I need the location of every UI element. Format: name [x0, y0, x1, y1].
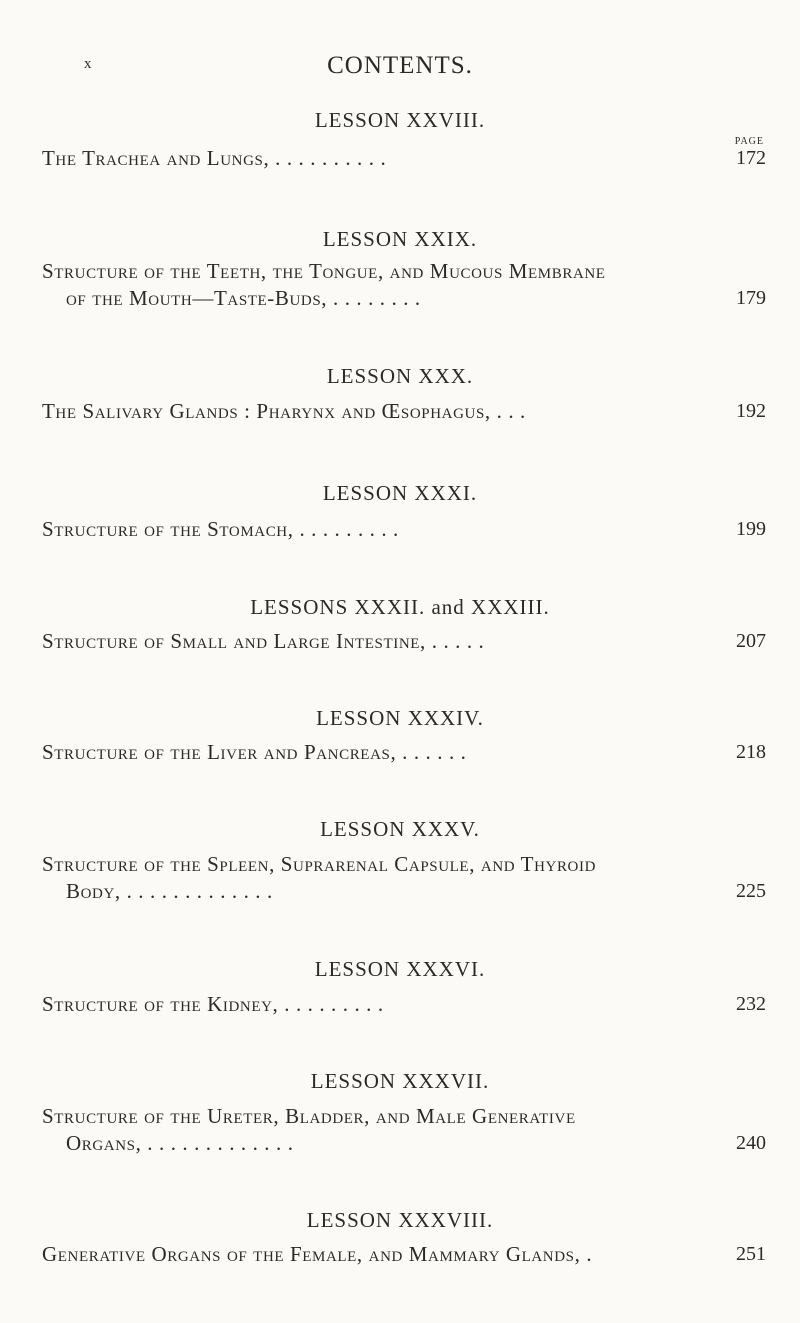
- page-number: 192: [736, 400, 766, 422]
- entry-text: Structure of the Spleen, Suprarenal Capsule, and Thyroid: [42, 852, 597, 876]
- entry-line: [42, 285, 766, 312]
- entry-text: Structure of the Ureter, Bladder, and Male Generative: [42, 1104, 576, 1128]
- entry-text: Structure of Small and Large Intestine, . . . . .: [42, 629, 485, 653]
- toc-entry: [42, 991, 766, 1018]
- toc-entry: [42, 739, 766, 766]
- entry-line: [42, 991, 766, 1018]
- entry-text: Organs, . . . . . . . . . . . . .: [66, 1131, 294, 1155]
- lesson-heading: LESSON XXX.: [326, 364, 474, 388]
- entry-text: Structure of the Stomach, . . . . . . . . .: [42, 517, 399, 541]
- toc-entry: [42, 1241, 766, 1268]
- running-head: [0, 52, 800, 82]
- page-number: 225: [736, 880, 766, 902]
- entry-line: [42, 398, 766, 425]
- page-column-label: PAGE: [734, 136, 764, 147]
- toc-entry: [42, 145, 766, 172]
- entry-line: [42, 628, 766, 655]
- toc-entry: [42, 258, 766, 312]
- entry-line: [42, 739, 766, 766]
- entry-text: Generative Organs of the Female, and Mammary Glands, .: [42, 1242, 593, 1266]
- entry-line: [42, 145, 766, 172]
- toc-entry: [42, 628, 766, 655]
- page-number: 251: [736, 1243, 766, 1265]
- entry-text: Body, . . . . . . . . . . . . .: [66, 879, 273, 903]
- lesson-heading: LESSON XXXV.: [320, 817, 480, 841]
- toc-entry: [42, 398, 766, 425]
- page-number: 207: [736, 630, 766, 652]
- lesson-heading: LESSON XXVIII.: [314, 108, 486, 132]
- page-number: 232: [736, 993, 766, 1015]
- entry-line: [42, 258, 766, 285]
- lesson-heading: LESSON XXXVI.: [314, 957, 486, 981]
- page-number: 240: [736, 1132, 766, 1154]
- entry-text: The Trachea and Lungs, . . . . . . . . . .: [42, 146, 387, 170]
- entry-text: The Salivary Glands : Pharynx and Œsophagus, . . .: [42, 399, 526, 423]
- lesson-heading: LESSONS XXXII. and XXXIII.: [250, 595, 550, 619]
- entry-text: of the Mouth—Taste-Buds, . . . . . . . .: [66, 286, 421, 310]
- entry-line: [42, 1241, 766, 1268]
- entry-line: [42, 1103, 766, 1130]
- toc-entry: [42, 1103, 766, 1157]
- page-number: 199: [736, 518, 766, 540]
- lesson-heading: LESSON XXXVIII.: [306, 1208, 494, 1232]
- lesson-heading: LESSON XXXIV.: [316, 706, 484, 730]
- entry-line: [42, 878, 766, 905]
- entry-text: Structure of the Teeth, the Tongue, and Mucous Membrane: [42, 259, 606, 283]
- toc-entry: [42, 516, 766, 543]
- entry-text: Structure of the Kidney, . . . . . . . . .: [42, 992, 384, 1016]
- page-number: 172: [736, 147, 766, 169]
- entry-line: [42, 1130, 766, 1157]
- toc-entry: [42, 851, 766, 905]
- lesson-heading: LESSON XXIX.: [322, 227, 478, 251]
- page-number: 179: [736, 287, 766, 309]
- lesson-heading: LESSON XXXI.: [322, 481, 478, 505]
- lesson-heading: LESSON XXXVII.: [310, 1069, 490, 1093]
- entry-line: [42, 516, 766, 543]
- page-folio: x: [84, 56, 92, 72]
- entry-line: [42, 851, 766, 878]
- entry-text: Structure of the Liver and Pancreas, . . . . . .: [42, 740, 467, 764]
- page-title: CONTENTS.: [327, 52, 473, 79]
- page-number: 218: [736, 741, 766, 763]
